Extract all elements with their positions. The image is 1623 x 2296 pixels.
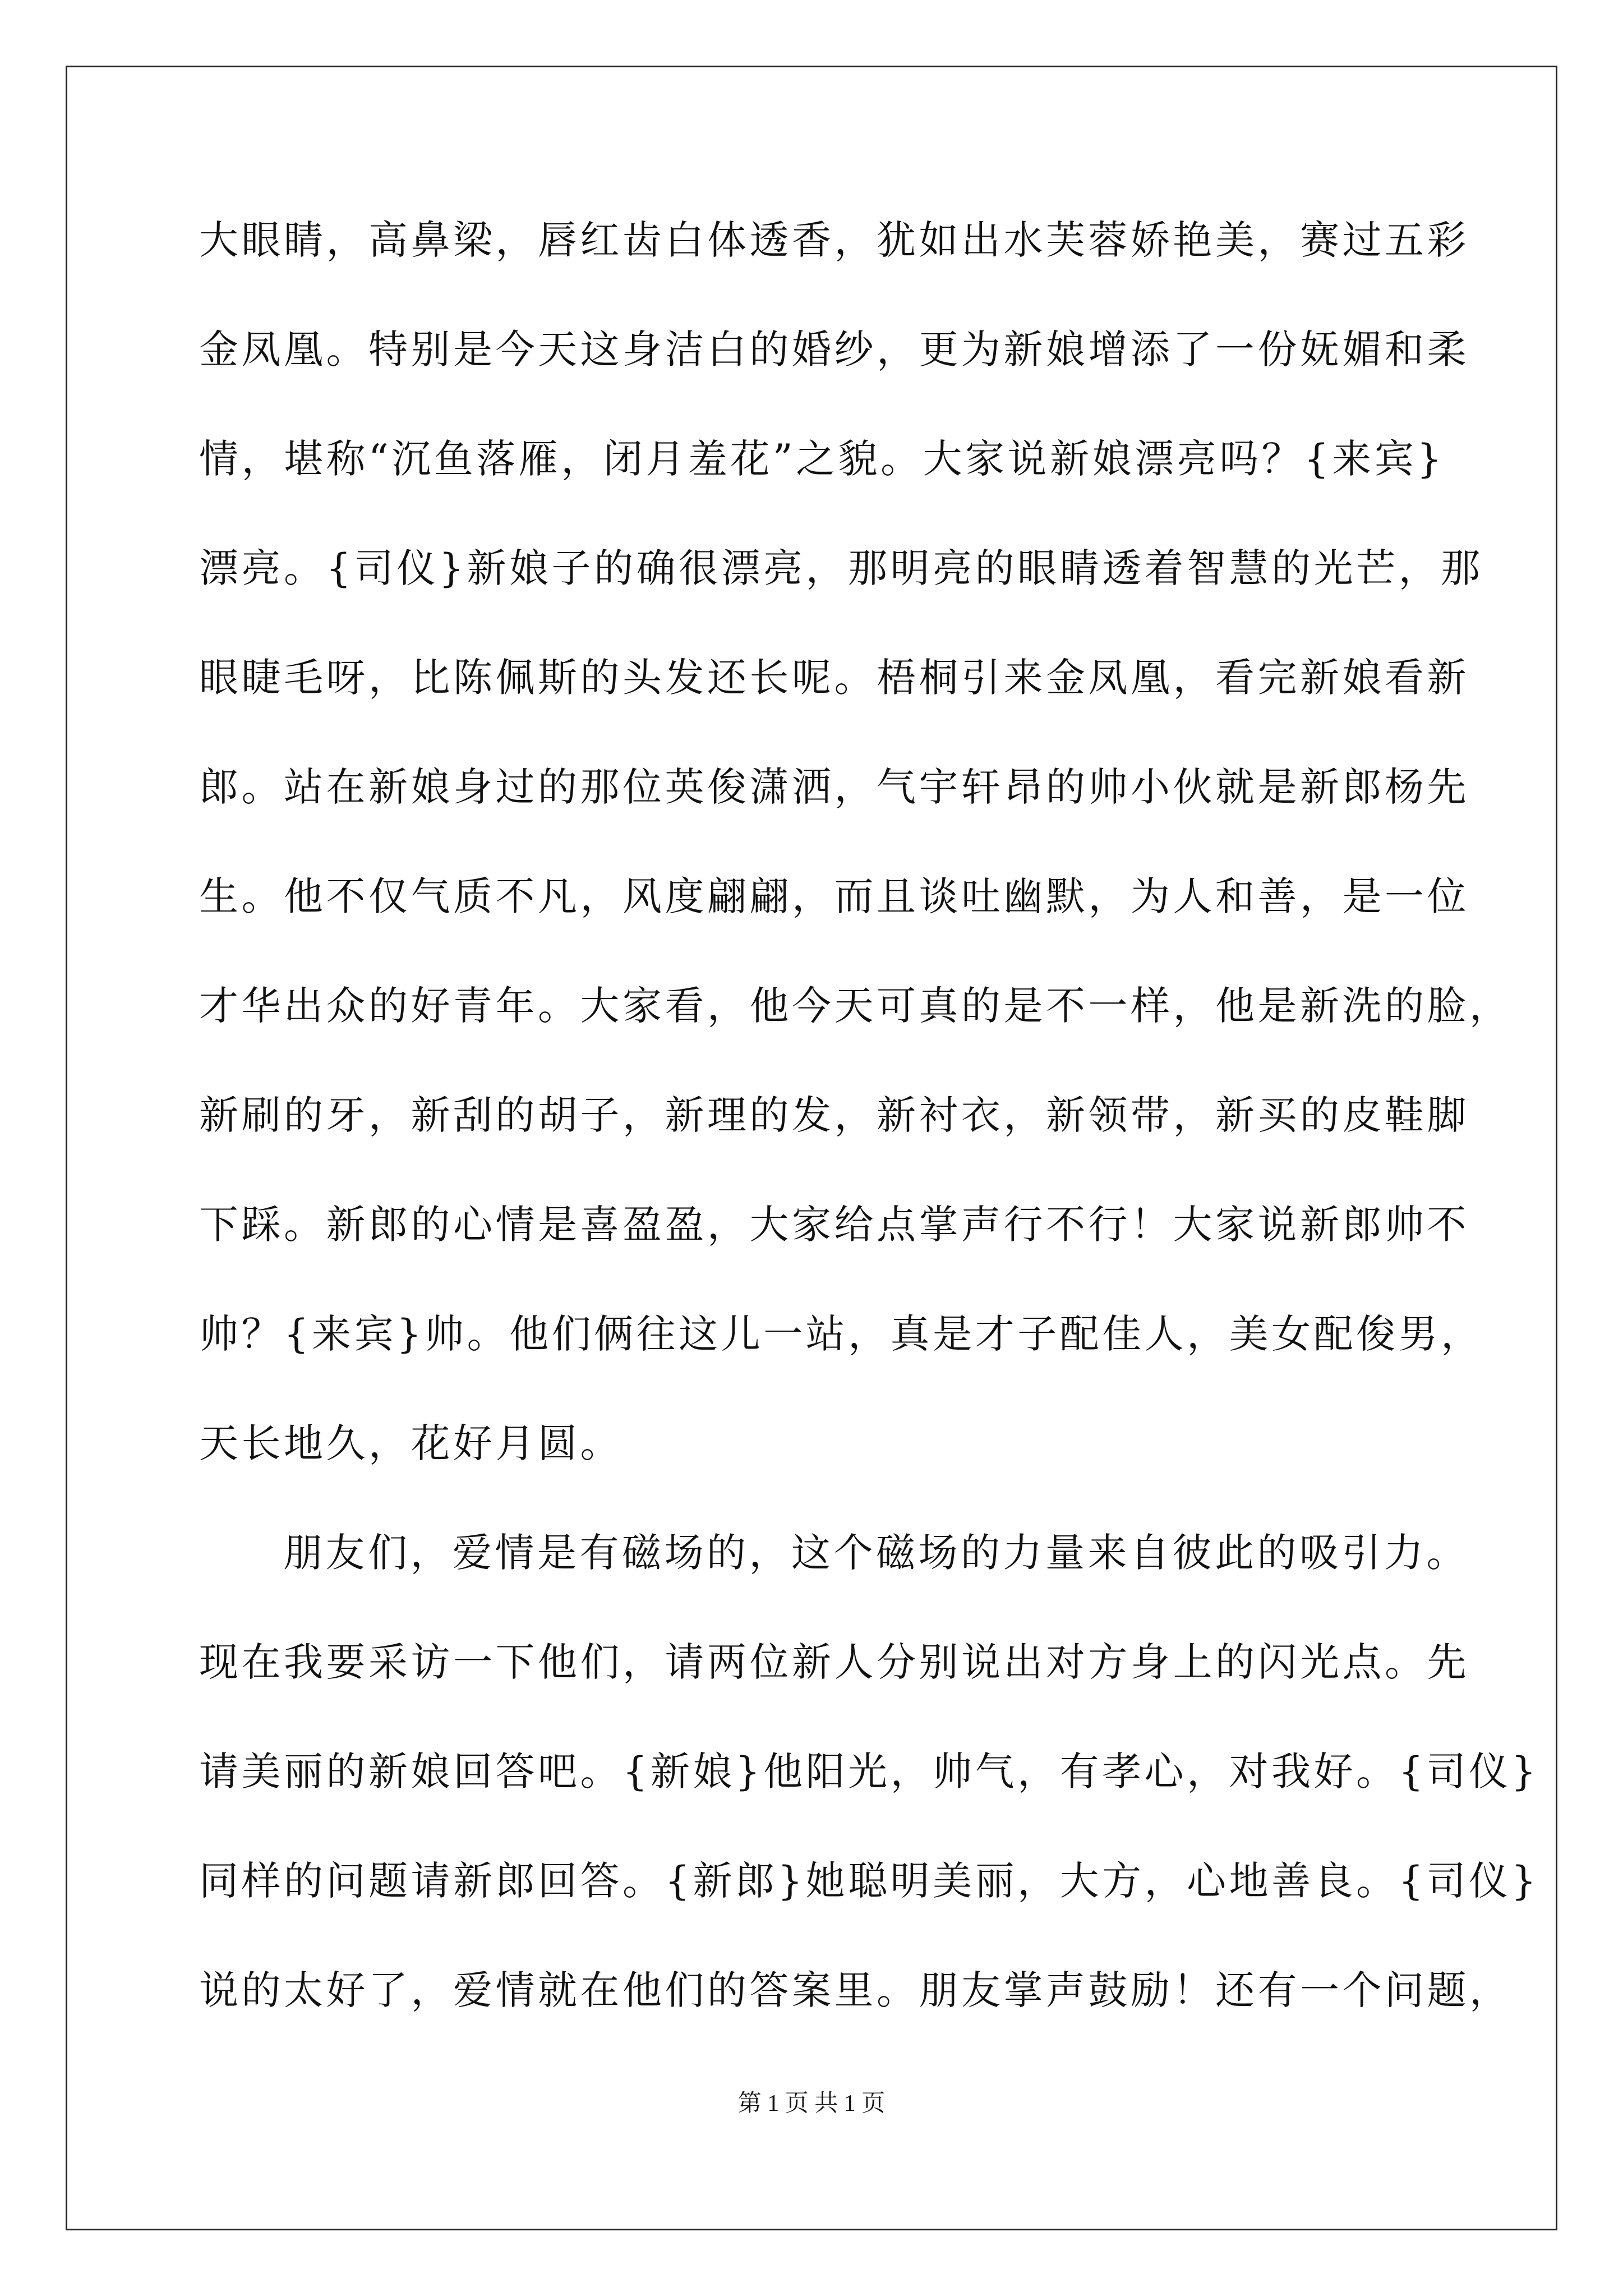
- text-line: 才华出众的好青年。大家看，他今天可真的是不一样，他是新洗的脸，: [199, 983, 1512, 1029]
- text-line: 说的太好了，爱情就在他们的答案里。朋友掌声鼓励！还有一个问题，: [199, 1967, 1512, 2013]
- text-line: 同样的问题请新郎回答。{新郎}她聪明美丽，大方，心地善良。{司仪}: [199, 1858, 1539, 1904]
- text-line: 漂亮。{司仪}新娘子的确很漂亮，那明亮的眼睛透着智慧的光芒，那: [199, 545, 1483, 591]
- text-line: 新刷的牙，新刮的胡子，新理的发，新衬衣，新领带，新买的皮鞋脚: [199, 1092, 1469, 1138]
- text-line: 请美丽的新娘回答吧。{新娘}他阳光，帅气，有孝心，对我好。{司仪}: [199, 1749, 1539, 1795]
- text-line: 情，堪称“沉鱼落雁，闭月羞花”之貌。大家说新娘漂亮吗？{来宾}: [199, 436, 1445, 482]
- page-footer: 第 1 页 共 1 页: [737, 2091, 886, 2116]
- text-line: 郎。站在新娘身过的那位英俊潇洒，气宇轩昂的帅小伙就是新郎杨先: [199, 764, 1469, 810]
- text-line: 大眼睛，高鼻梁，唇红齿白体透香，犹如出水芙蓉娇艳美，赛过五彩: [199, 217, 1469, 263]
- text-line: 生。他不仅气质不凡，风度翩翩，而且谈吐幽默，为人和善，是一位: [199, 873, 1469, 919]
- text-line: 现在我要采访一下他们，请两位新人分别说出对方身上的闪光点。先: [199, 1639, 1469, 1685]
- text-line: 下踩。新郎的心情是喜盈盈，大家给点掌声行不行！大家说新郎帅不: [199, 1202, 1469, 1248]
- text-line: 金凤凰。特别是今天这身洁白的婚纱，更为新娘增添了一份妩媚和柔: [199, 326, 1469, 372]
- paragraph-first-line: 朋友们，爱情是有磁场的，这个磁场的力量来自彼此的吸引力。: [283, 1530, 1469, 1576]
- text-line: 帅？{来宾}帅。他们俩往这儿一站，真是才子配佳人，美女配俊男，: [199, 1311, 1483, 1357]
- text-line: 眼睫毛呀，比陈佩斯的头发还长呢。梧桐引来金凤凰，看完新娘看新: [199, 655, 1469, 701]
- text-line: 天长地久，花好月圆。: [199, 1420, 623, 1466]
